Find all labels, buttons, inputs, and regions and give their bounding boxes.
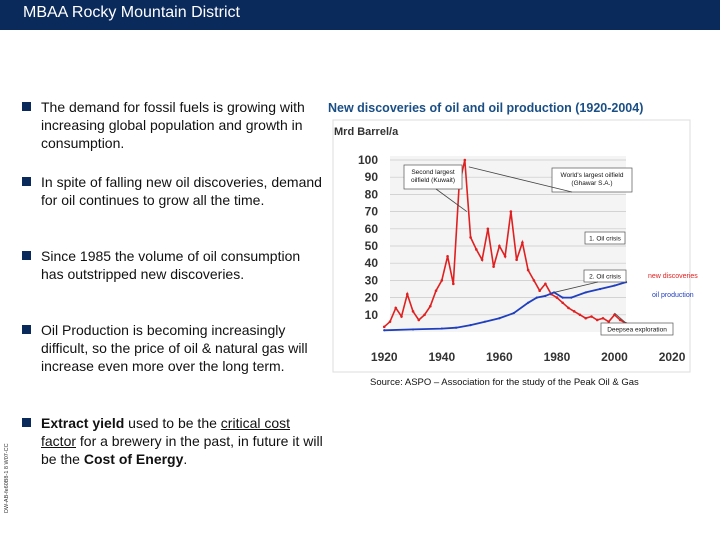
bullet-text [41,414,323,468]
discoveries-point [389,320,392,323]
discoveries-point [492,265,495,268]
discoveries-point [596,319,599,322]
y-tick-label: 40 [364,256,378,271]
discoveries-point [383,326,386,329]
discoveries-point [452,283,455,286]
discoveries-point [504,255,507,258]
y-tick-label: 50 [364,239,378,253]
x-tick-label: 1960 [486,350,513,364]
discoveries-point [515,258,518,261]
y-tick-label: 70 [364,204,378,219]
y-tick-label: 30 [364,273,378,288]
discoveries-point [573,310,576,313]
discoveries-point [446,255,449,258]
discoveries-point [441,279,444,282]
source-note: Source: ASPO – Association for the study of the Peak Oil & Gas [370,377,639,388]
legend-new-discoveries: new discoveries [648,273,698,280]
discoveries-point [429,305,432,308]
production-point [613,284,615,286]
production-point [513,312,515,314]
annotation-ghawar-label: World's largest oilfield (Ghawar S.A.) [560,172,624,187]
discoveries-point [435,289,438,292]
discoveries-point [406,293,409,296]
discoveries-point [521,241,524,244]
discoveries-point [527,269,530,272]
discoveries-point [423,314,426,317]
bullet-text: In spite of falling new oil discoveries, demand for oil continues to grow all the time. [41,174,322,208]
production-point [455,327,457,329]
discoveries-point [544,283,547,286]
bullet-text-part: . [183,451,188,467]
discoveries-point [584,317,587,320]
bullet-text: Since 1985 the volume of oil consumption has outstripped new discoveries. [41,248,301,282]
bullet-text: The demand for fossil fuels is growing with increasing global population and growth in consumption. [41,99,305,151]
production-point [570,297,572,299]
bullet-text: Oil Production is becoming increasingly difficult, so the price of oil & natural gas will increase even more over the long term. [41,322,308,374]
production-point [544,295,546,297]
bullet-text-part: for a brewery in the past, in future it will be the [41,433,323,467]
discoveries-point [464,159,467,162]
discoveries-point [481,258,484,261]
discoveries-point [400,315,403,318]
discoveries-point [567,307,570,310]
bullet-square-icon [22,325,31,334]
discoveries-point [510,210,513,213]
y-tick-label: 60 [364,221,378,236]
production-point [599,288,601,290]
x-tick-label: 1980 [543,350,571,364]
discoveries-point [533,279,536,282]
discoveries-point [607,320,610,323]
y-tick-label: 20 [364,290,378,305]
discoveries-point [561,301,564,304]
discoveries-point [602,317,605,320]
x-tick-label: 2000 [601,350,628,364]
y-tick-label: 90 [364,170,378,185]
discoveries-point [538,289,541,292]
production-point [484,321,486,323]
discoveries-point [412,310,415,313]
discoveries-point [579,314,582,317]
production-point [469,324,471,326]
production-point [498,317,500,319]
annotation-oil-crisis-2-label: 2. Oil crisis [589,273,621,281]
annotation-oil-crisis-1-label: 1. Oil crisis [589,235,621,243]
y-tick-label: 10 [364,307,378,322]
production-point [527,302,529,304]
x-tick-label: 1940 [428,350,456,364]
discoveries-point [394,307,397,310]
side-code: DW-AB-fe60B8-1 8 W07-CC [4,443,10,513]
slide-title: MBAA Rocky Mountain District [23,4,240,21]
discoveries-point [487,228,490,231]
production-point [585,291,587,293]
production-point [562,297,564,299]
production-point [412,328,414,330]
bullet-square-icon [22,251,31,260]
discoveries-point [469,236,472,239]
y-tick-label: 80 [364,187,378,202]
discoveries-point [590,315,593,318]
production-point [383,329,385,331]
production-point [441,327,443,329]
discoveries-point [475,248,478,251]
discoveries-point [556,296,559,299]
critical-cost-factor-text: critical cost factor [41,415,291,449]
cost-of-energy-text: Cost of Energy [83,451,184,467]
oil-chart [326,118,720,374]
annotation-kuwait-label: Second largest oilfield (Kuwait) [410,169,456,184]
bullet-text-part: used to be the [124,415,221,431]
chart-title: New discoveries of oil and oil production (1920-2004) [328,101,644,115]
x-tick-label: 2020 [658,350,686,364]
discoveries-point [498,245,501,248]
header-bar [0,0,720,30]
legend-oil-production: oil production [652,292,694,299]
y-tick-label: 100 [357,153,378,167]
production-point [536,297,538,299]
unit-label: Mrd Barrel/a [334,126,399,138]
bullet-square-icon [22,418,31,427]
x-tick-label: 1920 [370,350,398,364]
annotation-deepsea-label: Deepsea exploration [607,326,667,334]
bullet-square-icon [22,177,31,186]
extract-yield-text: Extract yield [41,415,125,431]
discoveries-point [417,319,420,322]
bullet-square-icon [22,102,31,111]
